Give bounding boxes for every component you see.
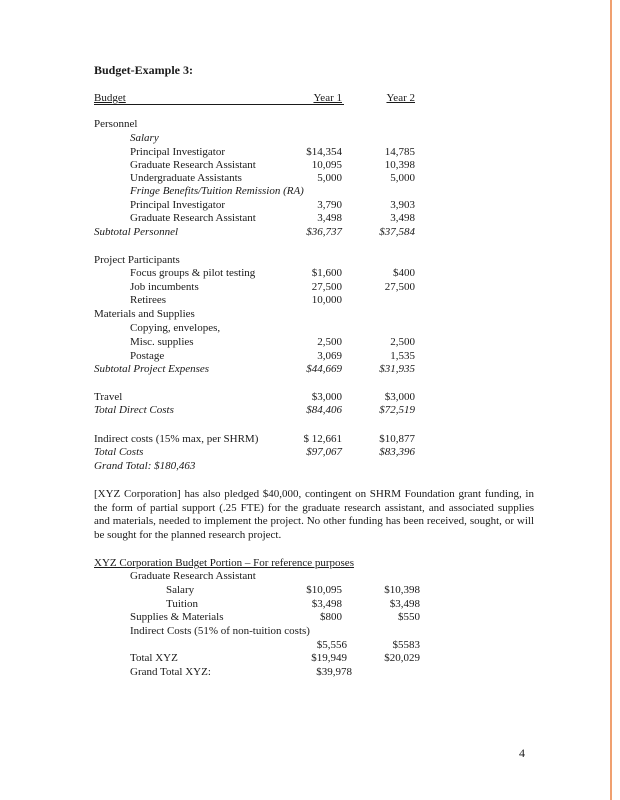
row-label: Retirees — [130, 294, 167, 306]
personnel-heading: Personnel — [94, 118, 138, 130]
xyz-supplies-y2: $550 — [398, 611, 420, 623]
xyz-grand-label: Grand Total XYZ: — [130, 666, 211, 678]
xyz-supplies-y1: $800 — [320, 611, 342, 623]
row-y1: $1,600 — [311, 267, 342, 279]
row-label: Focus groups & pilot testing — [130, 267, 256, 279]
total-direct-y2: $72,519 — [379, 404, 415, 416]
xyz-tuition-y1: $3,498 — [311, 598, 342, 610]
xyz-indirect-y2: $5583 — [392, 639, 420, 651]
xyz-tuition-label: Tuition — [166, 598, 199, 610]
travel-label: Travel — [94, 391, 123, 403]
travel-y1: $3,000 — [311, 391, 342, 403]
row-y1: 3,069 — [317, 350, 342, 362]
row-y2: 27,500 — [384, 281, 415, 293]
subtotal-personnel-y1: $36,737 — [306, 226, 342, 238]
row-y2: 10,398 — [384, 159, 415, 171]
row-y2: 5,000 — [390, 172, 415, 184]
xyz-total-label: Total XYZ — [130, 652, 178, 664]
xyz-salary-y2: $10,398 — [384, 584, 420, 596]
subtotal-project-y1: $44,669 — [306, 363, 342, 375]
total-costs-label: Total Costs — [94, 446, 144, 458]
xyz-salary-label: Salary — [166, 584, 195, 596]
year1-header: Year 1 — [313, 92, 342, 104]
row-label: Misc. supplies — [130, 336, 194, 348]
row-label: Principal Investigator — [130, 199, 226, 211]
salary-heading: Salary — [130, 132, 159, 144]
subtotal-personnel-label: Subtotal Personnel — [94, 226, 179, 238]
year2-header: Year 2 — [386, 92, 415, 104]
row-y1: $14,354 — [306, 146, 342, 158]
row-y1: 10,000 — [311, 294, 342, 306]
subtotal-personnel-y2: $37,584 — [379, 226, 415, 238]
xyz-heading: XYZ Corporation Budget Portion – For reference purposes — [94, 557, 354, 569]
fringe-heading: Fringe Benefits/Tuition Remission (RA) — [130, 185, 304, 197]
budget-header-label: Budget — [94, 92, 126, 104]
participants-heading: Project Participants — [94, 254, 180, 266]
page-title: Budget-Example 3: — [94, 63, 193, 77]
indirect-y1: $ 12,661 — [303, 433, 342, 445]
indirect-label: Indirect costs (15% max, per SHRM) — [94, 433, 259, 445]
grand-total: Grand Total: $180,463 — [94, 460, 196, 472]
xyz-indirect-heading: Indirect Costs (51% of non-tuition costs) — [130, 625, 310, 637]
xyz-gra-heading: Graduate Research Assistant — [130, 570, 256, 582]
row-y1: 3,790 — [317, 199, 342, 211]
xyz-grand-y1: $39,978 — [316, 666, 352, 678]
total-direct-y1: $84,406 — [306, 404, 342, 416]
xyz-tuition-y2: $3,498 — [389, 598, 420, 610]
row-y2: 3,903 — [390, 199, 415, 211]
row-y1: 10,095 — [311, 159, 342, 171]
row-y1: 3,498 — [317, 212, 342, 224]
row-label: Graduate Research Assistant — [130, 159, 256, 171]
travel-y2: $3,000 — [384, 391, 415, 403]
row-y2: $400 — [393, 267, 415, 279]
xyz-supplies-label: Supplies & Materials — [130, 611, 224, 623]
row-label: Principal Investigator — [130, 146, 226, 158]
row-label: Postage — [130, 350, 165, 362]
subtotal-project-label: Subtotal Project Expenses — [94, 363, 210, 375]
subtotal-project-y2: $31,935 — [379, 363, 415, 375]
row-y2: 2,500 — [390, 336, 415, 348]
indirect-y2: $10,877 — [379, 433, 415, 445]
row-label: Undergraduate Assistants — [130, 172, 242, 184]
materials-heading: Materials and Supplies — [94, 308, 195, 320]
xyz-salary-y1: $10,095 — [306, 584, 342, 596]
row-label: Graduate Research Assistant — [130, 212, 256, 224]
row-y2: 14,785 — [384, 146, 415, 158]
row-y2: 3,498 — [390, 212, 415, 224]
total-direct-label: Total Direct Costs — [94, 404, 174, 416]
total-costs-y1: $97,067 — [306, 446, 342, 458]
xyz-total-y1: $19,949 — [311, 652, 347, 664]
xyz-total-y2: $20,029 — [384, 652, 420, 664]
row-y1: 2,500 — [317, 336, 342, 348]
total-costs-y2: $83,396 — [379, 446, 415, 458]
row-label: Job incumbents — [130, 281, 199, 293]
page-number: 4 — [519, 746, 525, 760]
row-y1: 27,500 — [311, 281, 342, 293]
funding-paragraph: [XYZ Corporation] has also pledged $40,000, contingent on SHRM Foundation grant funding, in the form of partial support (.25 FTE) for the graduate research assistant, and associated supplies and materials, needed to implement the project. No other funding has been received, sought, or will be sought for the planned research project. — [94, 488, 534, 541]
row-y1: 5,000 — [317, 172, 342, 184]
row-y2: 1,535 — [390, 350, 415, 362]
row-label: Copying, envelopes, — [130, 322, 221, 334]
xyz-indirect-y1: $5,556 — [316, 639, 347, 651]
